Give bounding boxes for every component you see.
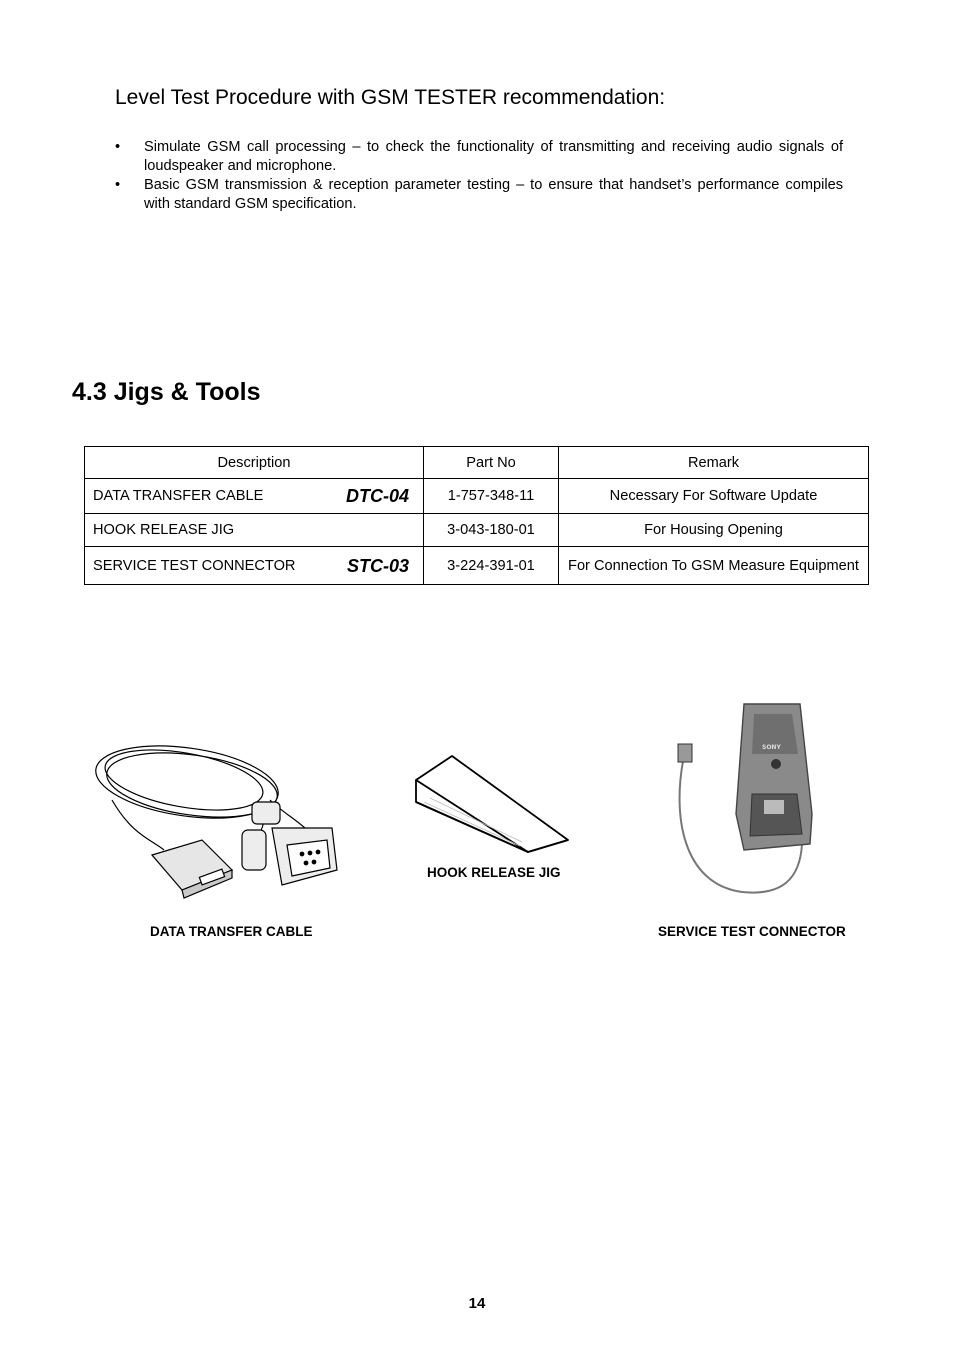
intro-heading: Level Test Procedure with GSM TESTER recommendation:	[115, 86, 666, 109]
connector-caption: SERVICE TEST CONNECTOR	[658, 924, 846, 939]
cell-remark: For Connection To GSM Measure Equipment	[559, 547, 869, 585]
cell-description	[85, 479, 424, 514]
table-header-row	[85, 447, 869, 479]
page-number: 14	[468, 1295, 486, 1312]
table-row	[85, 547, 869, 585]
description-text: DATA TRANSFER CABLE	[93, 488, 264, 504]
header-remark: Remark	[559, 447, 869, 479]
cell-part-no: 3-224-391-01	[424, 547, 559, 585]
cell-description	[85, 514, 424, 547]
bullet-item	[115, 176, 843, 214]
table-row	[85, 514, 869, 547]
service-test-connector-image	[672, 694, 822, 904]
tool-code: DTC-04	[345, 486, 409, 506]
tool-code: STC-03	[346, 555, 409, 576]
cell-part-no: 1-757-348-11	[424, 479, 559, 514]
description-text: HOOK RELEASE JIG	[93, 522, 235, 538]
section-title: 4.3 Jigs & Tools	[72, 378, 261, 406]
header-part-no: Part No	[424, 447, 559, 479]
header-description: Description	[85, 447, 424, 479]
hook-release-jig-image	[410, 752, 575, 862]
jigs-tools-table	[84, 446, 869, 585]
data-transfer-cable-image	[92, 740, 342, 905]
cell-remark: For Housing Opening	[559, 514, 869, 547]
cell-part-no: 3-043-180-01	[424, 514, 559, 547]
description-text: SERVICE TEST CONNECTOR	[93, 557, 296, 574]
bullet-item	[115, 138, 843, 176]
bullet-dot: •	[115, 177, 121, 193]
intro-bullet-list	[115, 138, 843, 214]
jig-caption: HOOK RELEASE JIG	[427, 865, 561, 880]
cell-description	[85, 547, 424, 585]
bullet-text: Simulate GSM call processing – to check the functionality of transmitting and receiving audio signals of loudspeaker and microphone.	[144, 139, 843, 174]
cable-caption: DATA TRANSFER CABLE	[150, 924, 313, 939]
connector-logo: SONY	[762, 744, 781, 751]
cell-remark: Necessary For Software Update	[559, 479, 869, 514]
bullet-text: Basic GSM transmission & reception parameter testing – to ensure that handset’s performance compiles with standard GSM specification.	[144, 177, 843, 212]
table-row	[85, 479, 869, 514]
cable-plug-icon	[678, 744, 692, 762]
bullet-dot: •	[115, 139, 121, 155]
